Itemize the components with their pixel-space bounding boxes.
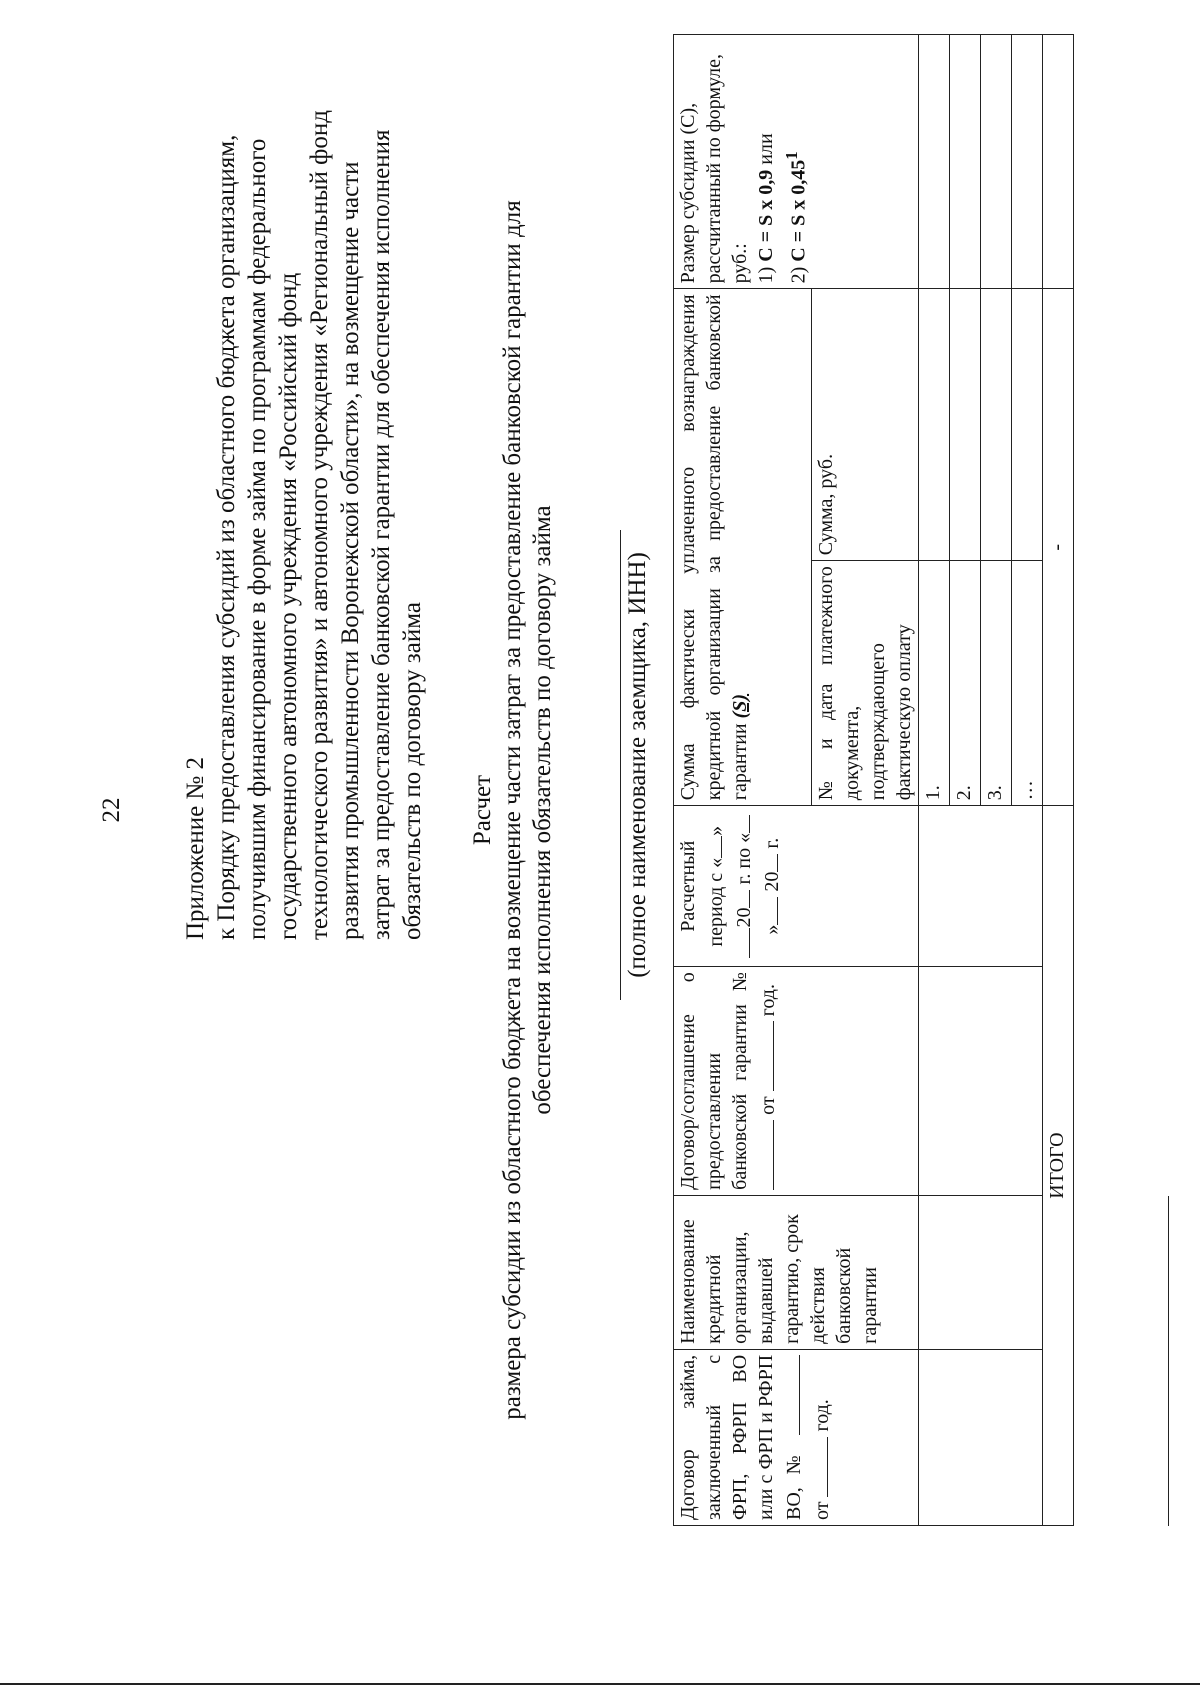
- table-cell: [981, 289, 1012, 561]
- header-credit-organization: Наименование кредитной организации, выдавшей гарантию, срок действия банковской гарантии: [674, 1195, 919, 1349]
- table-cell: [919, 1349, 1043, 1525]
- table-cell: [950, 35, 981, 289]
- page-number: 22: [98, 797, 125, 823]
- calculation-subtitle: размера субсидии из областного бюджета на возмещение части затрат за предоставление банковской гарантии для: [499, 200, 526, 1420]
- calculation-title: [468, 20, 558, 1600]
- total-subsidy-cell: [1043, 35, 1074, 289]
- table-total-row: [1043, 35, 1074, 1526]
- appendix-line: получившим финансирование в форме займа по программам федерального: [244, 138, 271, 940]
- appendix-line: затрат за предоставление банковской гарантии для обеспечения исполнения: [368, 129, 395, 940]
- appendix-line: развития промышленности Воронежской области», на возмещение части: [337, 161, 364, 940]
- total-dash: -: [1043, 289, 1074, 806]
- calculation-subtitle: обеспечения исполнения обязательств по договору займа: [529, 505, 556, 1115]
- rotated-document-page: [20, 20, 1200, 1600]
- row-number: …: [1012, 561, 1043, 806]
- header-subsidy-amount: Размер субсидии (С), рассчитанный по формуле, руб.: 1) C = S x 0,9 или 2) C = S x 0,45$^1$: [674, 35, 919, 289]
- appendix-line: государственного автономного учреждения «Российский фонд: [275, 272, 302, 940]
- header-calculation-period: Расчетный период с «» 20 г. по «» 20 г.: [674, 806, 919, 967]
- row-number: 2.: [950, 561, 981, 806]
- table-cell: [1012, 35, 1043, 289]
- calculation-heading: Расчет: [469, 774, 496, 846]
- table-row: [919, 35, 950, 1526]
- table-header-row: [674, 35, 812, 1526]
- table-cell: [919, 35, 950, 289]
- footnote-separator: [1168, 1196, 1169, 1526]
- page-bottom-border: [0, 1683, 1200, 1685]
- borrower-caption: (полное наименование заемщика, ИНН): [624, 552, 651, 978]
- appendix-header: [180, 110, 428, 940]
- table-cell: [919, 806, 1043, 967]
- appendix-title: Приложение № 2: [182, 756, 209, 940]
- table-cell: [950, 289, 981, 561]
- table-cell: [919, 1195, 1043, 1349]
- appendix-line: к Порядку предоставления субсидий из областного бюджета организациям,: [213, 134, 240, 940]
- table-cell: [919, 289, 950, 561]
- row-number: 1.: [919, 561, 950, 806]
- header-payment-document: № и дата платежного документа, подтверждающего фактическую оплату: [812, 561, 919, 806]
- header-sum-rub: Сумма, руб.: [812, 289, 919, 561]
- table-cell: [981, 35, 1012, 289]
- header-loan-agreement: Договор займа, заключенный с ФРП, РФРП ВО или с ФРП и РФРП ВО, № от год.: [674, 1349, 919, 1525]
- appendix-line: технологического развития» и автономного учреждения «Региональный фонд: [306, 110, 333, 940]
- calculation-table: [673, 34, 1074, 1526]
- appendix-line: обязательств по договору займа: [399, 601, 426, 940]
- total-label: ИТОГО: [1043, 806, 1074, 1526]
- table-cell: [919, 967, 1043, 1196]
- row-number: 3.: [981, 561, 1012, 806]
- header-guarantee-agreement: Договор/соглашение о предоставлении банковской гарантии № от год.: [674, 967, 919, 1196]
- header-paid-fee: Сумма фактически уплаченного вознаграждения кредитной организации за предоставление банковской гарантии (S): [674, 289, 812, 806]
- table-cell: [1012, 289, 1043, 561]
- borrower-name-line: [620, 530, 621, 1000]
